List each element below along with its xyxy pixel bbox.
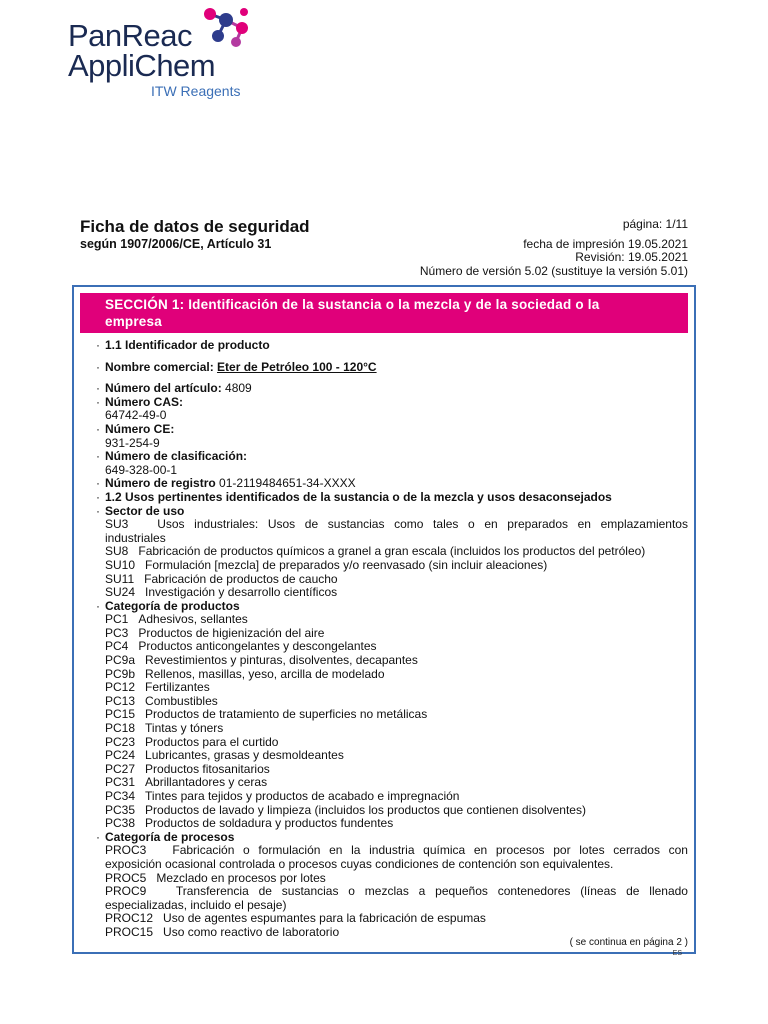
item-text: Productos de higienización del aire <box>138 625 325 640</box>
trade-name: · Nombre comercial: Eter de Petróleo 100 - 120°C <box>96 359 377 374</box>
print-date: fecha de impresión 19.05.2021 <box>523 237 688 251</box>
list-item <box>96 559 688 573</box>
item-text: Fabricación de productos de caucho <box>144 571 338 586</box>
item-text: Fabricación de productos químicos a granel a gran escala (incluidos los productos del petróleo) <box>138 544 646 559</box>
item-text: Investigación y desarrollo científicos <box>145 585 338 600</box>
registration-number-value: 01-2119484651-34-XXXX <box>219 476 356 491</box>
ce-number-value: 931-254-9 <box>105 435 160 450</box>
item-text: Tintas y tóners <box>145 721 224 736</box>
item-text: Productos de lavado y limpieza (incluidos los productos que contienen disolventes) <box>145 802 586 817</box>
list-item <box>96 681 688 695</box>
list-item <box>96 627 688 641</box>
item-text: Formulación [mezcla] de preparados y/o reenvasado (sin incluir aleaciones) <box>145 557 548 572</box>
page-number: página: 1/11 <box>622 217 688 231</box>
item-code: PC23 <box>105 734 136 749</box>
molecule-logo-icon <box>196 2 256 52</box>
item-text: Combustibles <box>145 693 218 708</box>
item-code: PC1 <box>105 612 129 627</box>
list-item <box>96 885 688 899</box>
list-item <box>96 763 688 777</box>
list-item <box>96 736 688 750</box>
list-item <box>96 586 688 600</box>
item-text: Productos para el curtido <box>145 734 279 749</box>
section-title-line-2: empresa <box>105 314 162 329</box>
item-text: Fabricación o formulación en la industria química en procesos por lotes cerrados con <box>172 843 688 858</box>
list-item-continuation: industriales <box>105 530 166 545</box>
list-item <box>96 776 688 790</box>
list-item <box>96 573 688 587</box>
continued-note: ( se continua en página 2 ) <box>569 937 688 948</box>
list-item <box>96 545 688 559</box>
logo-line-2: AppliChem <box>68 48 216 83</box>
item-text: Productos anticongelantes y descongelantes <box>138 639 377 654</box>
logo-line-1: PanReac <box>68 18 193 53</box>
list-item <box>96 668 688 682</box>
registration-number: · Número de registro 01-2119484651-34-XXXX <box>96 476 356 491</box>
item-code: PC24 <box>105 748 136 763</box>
version-number: Número de versión 5.02 (sustituye la versión 5.01) <box>419 264 688 278</box>
item-code: PROC9 <box>105 884 147 899</box>
list-item <box>96 708 688 722</box>
company-logo <box>68 8 268 103</box>
list-item <box>96 722 688 736</box>
item-code: PC27 <box>105 761 136 776</box>
cas-number-value: 64742-49-0 <box>105 408 167 423</box>
classification-number-value: 649-328-00-1 <box>105 462 178 477</box>
item-code: PC34 <box>105 789 136 803</box>
document-title: Ficha de datos de seguridad <box>80 217 310 236</box>
classification-number: · Número de clasificación: <box>96 449 248 464</box>
item-text: Uso como reactivo de laboratorio <box>163 924 340 939</box>
item-code: PC4 <box>105 639 129 654</box>
item-code: PC38 <box>105 816 136 831</box>
item-code: PC3 <box>105 625 129 640</box>
item-code: PC18 <box>105 721 136 736</box>
item-code: PC15 <box>105 707 136 722</box>
ce-number: · Número CE: <box>96 421 175 436</box>
item-code: PC35 <box>105 802 136 817</box>
article-number: · Número del artículo: 4809 <box>96 381 252 396</box>
revision-date: Revisión: 19.05.2021 <box>575 250 688 264</box>
item-code: PC13 <box>105 693 136 708</box>
process-category-heading: · Categoría de procesos <box>96 829 235 844</box>
product-category-list <box>96 613 688 831</box>
relevant-uses-heading: · 1.2 Usos pertinentes identificados de la sustancia o de la mezcla y usos desaconsejados <box>96 489 612 504</box>
item-code: PROC5 <box>105 870 147 885</box>
list-item <box>96 790 688 804</box>
item-text: Rellenos, masillas, yeso, arcilla de modelado <box>145 666 385 681</box>
logo-subtitle: ITW Reagents <box>151 83 241 99</box>
item-text: Productos fitosanitarios <box>145 761 270 776</box>
article-number-value: 4809 <box>225 381 252 396</box>
sector-of-use-list <box>96 518 688 600</box>
item-text: Uso de agentes espumantes para la fabricación de espumas <box>163 911 486 926</box>
trade-name-value: Eter de Petróleo 100 - 120°C <box>217 359 377 374</box>
list-item-continuation: especializadas, incluido el pesaje) <box>105 897 287 912</box>
sector-of-use-heading: · Sector de uso <box>96 503 185 518</box>
list-item <box>96 804 688 818</box>
list-item <box>96 695 688 709</box>
item-text: Adhesivos, sellantes <box>138 612 248 627</box>
item-code: PC31 <box>105 775 136 790</box>
list-item-continuation: exposición ocasional controlada o procesos cuyas condiciones de contención son equivalentes. <box>105 856 614 871</box>
item-code: SU10 <box>105 557 136 572</box>
item-code: PROC12 <box>105 911 154 926</box>
item-code: SU8 <box>105 544 129 559</box>
section-1-content <box>96 339 688 940</box>
cas-number: · Número CAS: <box>96 394 184 409</box>
section-title-line-1: SECCIÓN 1: Identificación de la sustancia o la mezcla y de la sociedad o la <box>105 297 600 312</box>
list-item <box>96 749 688 763</box>
list-item <box>96 613 688 627</box>
item-code: PC9b <box>105 666 136 681</box>
section-1-header <box>80 293 688 333</box>
list-item <box>96 654 688 668</box>
item-code: PROC3 <box>105 843 147 858</box>
list-item <box>96 817 688 831</box>
list-item <box>96 844 688 858</box>
item-text: Productos de tratamiento de superficies no metálicas <box>145 707 428 722</box>
item-code: SU3 <box>105 517 129 532</box>
item-text: Mezclado en procesos por lotes <box>156 870 326 885</box>
list-item <box>96 872 688 886</box>
item-text: Abrillantadores y ceras <box>145 775 268 790</box>
item-text: Tintes para tejidos y productos de acabado e impregnación <box>145 789 460 803</box>
item-text: Transferencia de sustancias o mezclas a pequeños contenedores (líneas de llenado <box>175 884 688 899</box>
item-code: PC12 <box>105 680 136 695</box>
document-subtitle: según 1907/2006/CE, Artículo 31 <box>80 237 272 251</box>
item-text: Productos de soldadura y productos fundentes <box>145 816 394 831</box>
item-code: SU24 <box>105 585 136 600</box>
item-text: Usos industriales: Usos de sustancias como tales o en preparados en emplazamientos <box>157 517 688 532</box>
item-code: PC9a <box>105 653 136 668</box>
product-category-heading: · Categoría de productos <box>96 598 240 613</box>
list-item <box>96 640 688 654</box>
item-text: Revestimientos y pinturas, disolventes, decapantes <box>145 653 418 668</box>
item-text: Fertilizantes <box>145 680 210 695</box>
list-item <box>96 518 688 532</box>
item-code: SU11 <box>105 571 135 586</box>
process-category-list <box>96 844 688 939</box>
list-item <box>96 912 688 926</box>
product-identifier-heading: · 1.1 Identificador de producto <box>96 338 270 352</box>
item-code: PROC15 <box>105 924 154 939</box>
language-code: ES <box>672 950 682 957</box>
item-text: Lubricantes, grasas y desmoldeantes <box>145 748 344 763</box>
